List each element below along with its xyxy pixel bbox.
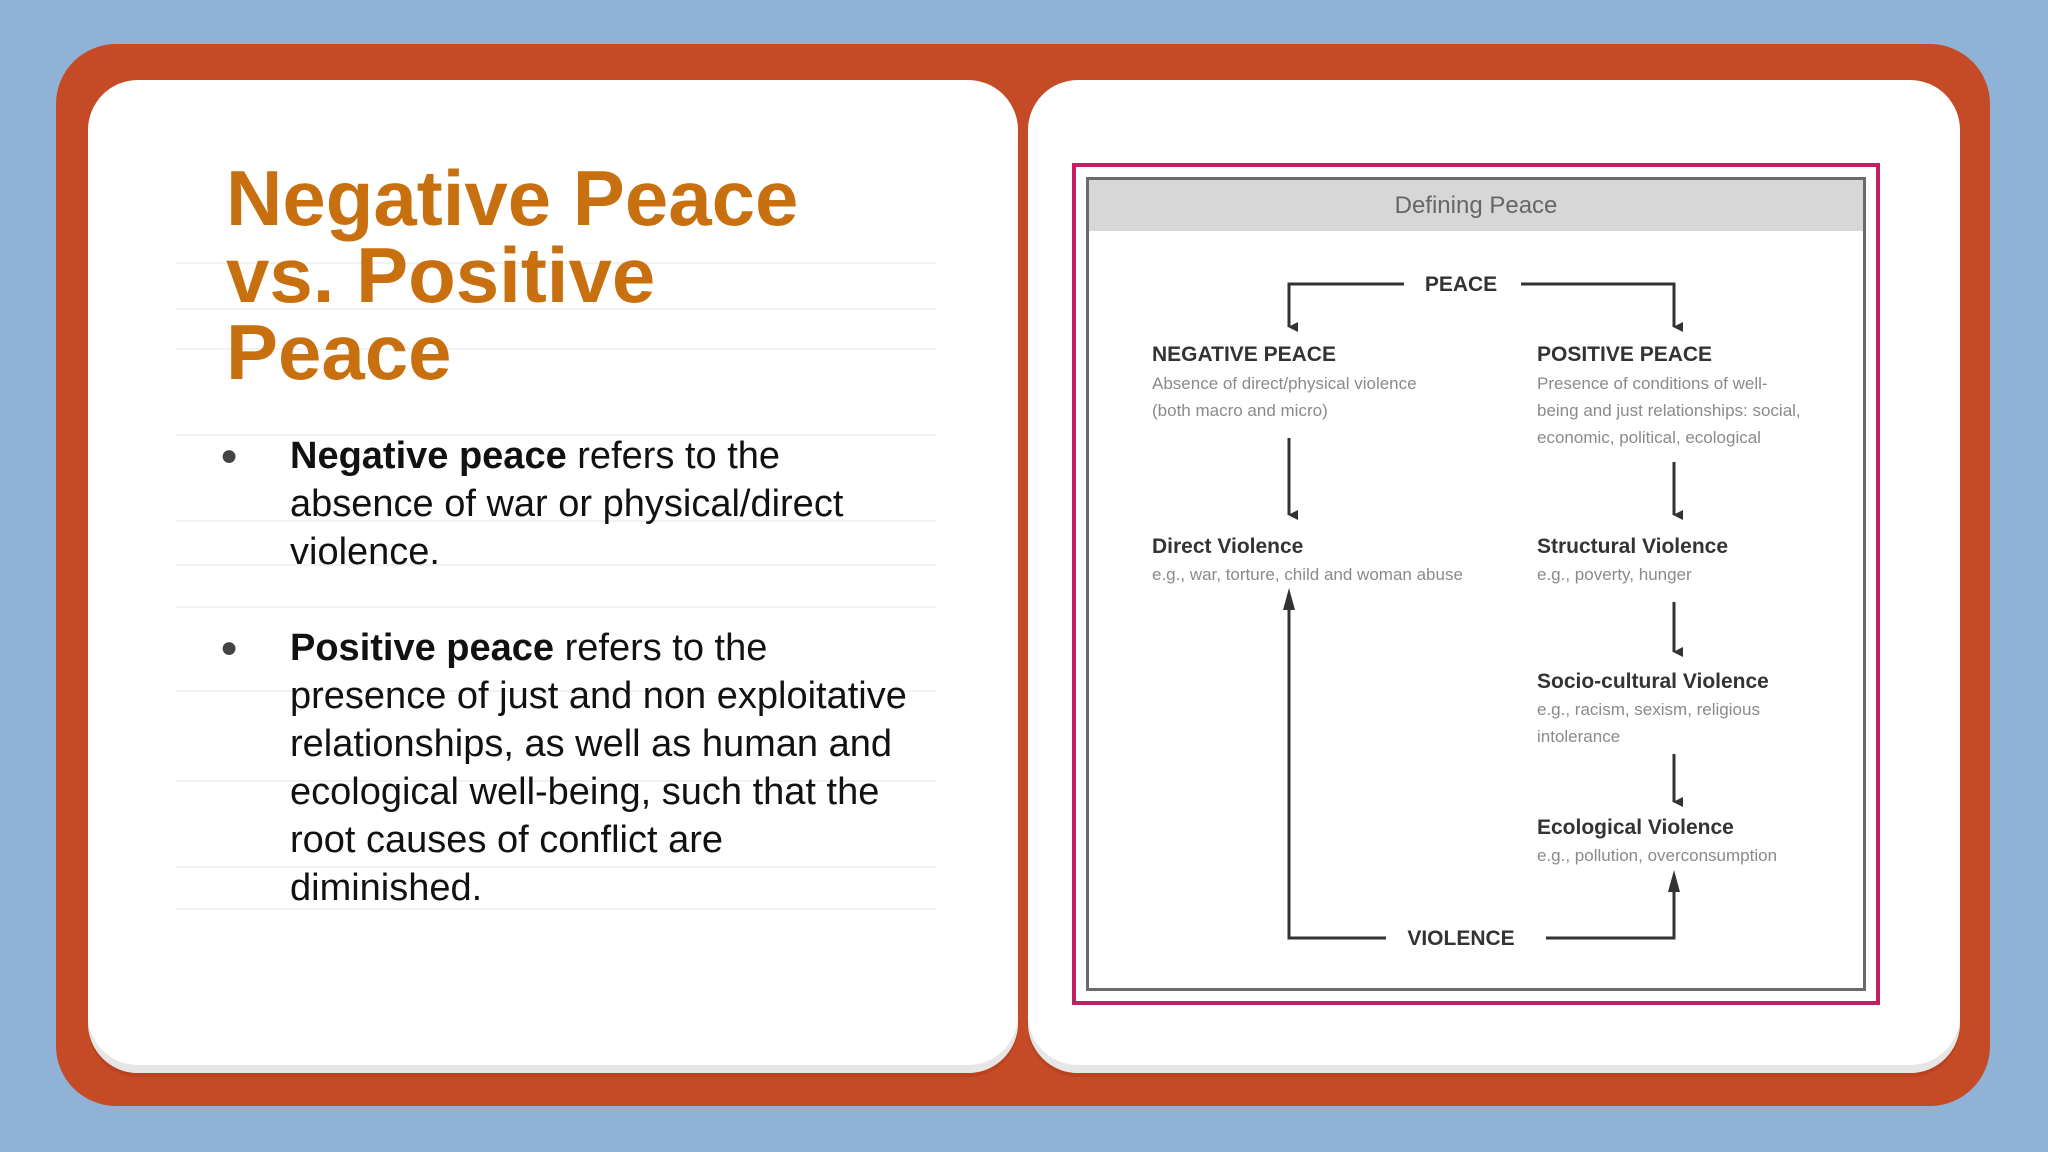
bullet-term: Negative peace	[290, 435, 567, 477]
bullet-term: Positive peace	[290, 627, 555, 669]
bullet-line: absence of war or physical/direct	[290, 483, 844, 525]
arrow-peace-to-negative	[1289, 284, 1404, 327]
diagram-header: Defining Peace	[1089, 180, 1863, 231]
positive-peace-desc: being and just relationships: social,	[1537, 401, 1801, 420]
bullet-line	[290, 624, 970, 672]
positive-peace-desc: Presence of conditions of well-	[1537, 374, 1768, 393]
title-line: vs. Positive	[226, 231, 656, 319]
positive-peace-label: POSITIVE PEACE	[1537, 343, 1713, 366]
violence-label: VIOLENCE	[1407, 927, 1515, 950]
bullet-line	[290, 432, 970, 480]
sociocultural-violence-label: Socio-cultural Violence	[1537, 670, 1769, 693]
sociocultural-violence-desc: intolerance	[1537, 727, 1621, 746]
arrow-violence-to-ecological-line	[1546, 882, 1674, 938]
bullet-list	[210, 432, 970, 912]
bullet-line: ecological well-being, such that the	[290, 771, 880, 813]
bullet-dot-icon: ●	[220, 439, 239, 472]
arrow-violence-to-direct-line	[1289, 599, 1386, 938]
peace-label: PEACE	[1424, 273, 1498, 296]
bullet-text: refers to the	[554, 627, 768, 669]
bullet-line: presence of just and non exploitative	[290, 675, 907, 717]
diagram-frame	[1072, 163, 1880, 1005]
title-line: Peace	[226, 308, 452, 396]
slide-title	[226, 154, 986, 396]
arrow-violence-to-ecological-head	[1668, 870, 1680, 892]
ecological-violence-desc: e.g., pollution, overconsumption	[1537, 846, 1778, 865]
bullet-dot-icon: ●	[220, 631, 239, 664]
sociocultural-violence-desc: e.g., racism, sexism, religious	[1537, 700, 1760, 719]
direct-violence-label: Direct Violence	[1152, 535, 1304, 558]
bullet-line: diminished.	[290, 867, 483, 909]
diagram-svg	[1089, 180, 1863, 988]
positive-peace-desc: economic, political, ecological	[1537, 428, 1761, 447]
bullet-line: violence.	[290, 531, 440, 573]
structural-violence-desc: e.g., poverty, hunger	[1537, 565, 1692, 584]
bullet-text: refers to the	[566, 435, 781, 477]
bullet-positive-peace	[210, 624, 970, 912]
arrow-peace-to-positive	[1521, 284, 1674, 327]
bullet-line: relationships, as well as human and	[290, 723, 893, 765]
negative-peace-label: NEGATIVE PEACE	[1152, 343, 1336, 366]
structural-violence-label: Structural Violence	[1537, 535, 1729, 558]
diagram-panel	[1086, 177, 1866, 991]
bullet-line: root causes of conflict are	[290, 819, 723, 861]
negative-peace-desc: Absence of direct/physical violence	[1152, 374, 1417, 393]
negative-peace-desc: (both macro and micro)	[1152, 401, 1328, 420]
arrow-violence-to-direct-head	[1283, 588, 1295, 610]
title-line: Negative Peace	[226, 154, 799, 242]
bullet-negative-peace	[210, 432, 970, 576]
direct-violence-desc: e.g., war, torture, child and woman abuse	[1152, 565, 1463, 584]
ecological-violence-label: Ecological Violence	[1537, 816, 1734, 839]
